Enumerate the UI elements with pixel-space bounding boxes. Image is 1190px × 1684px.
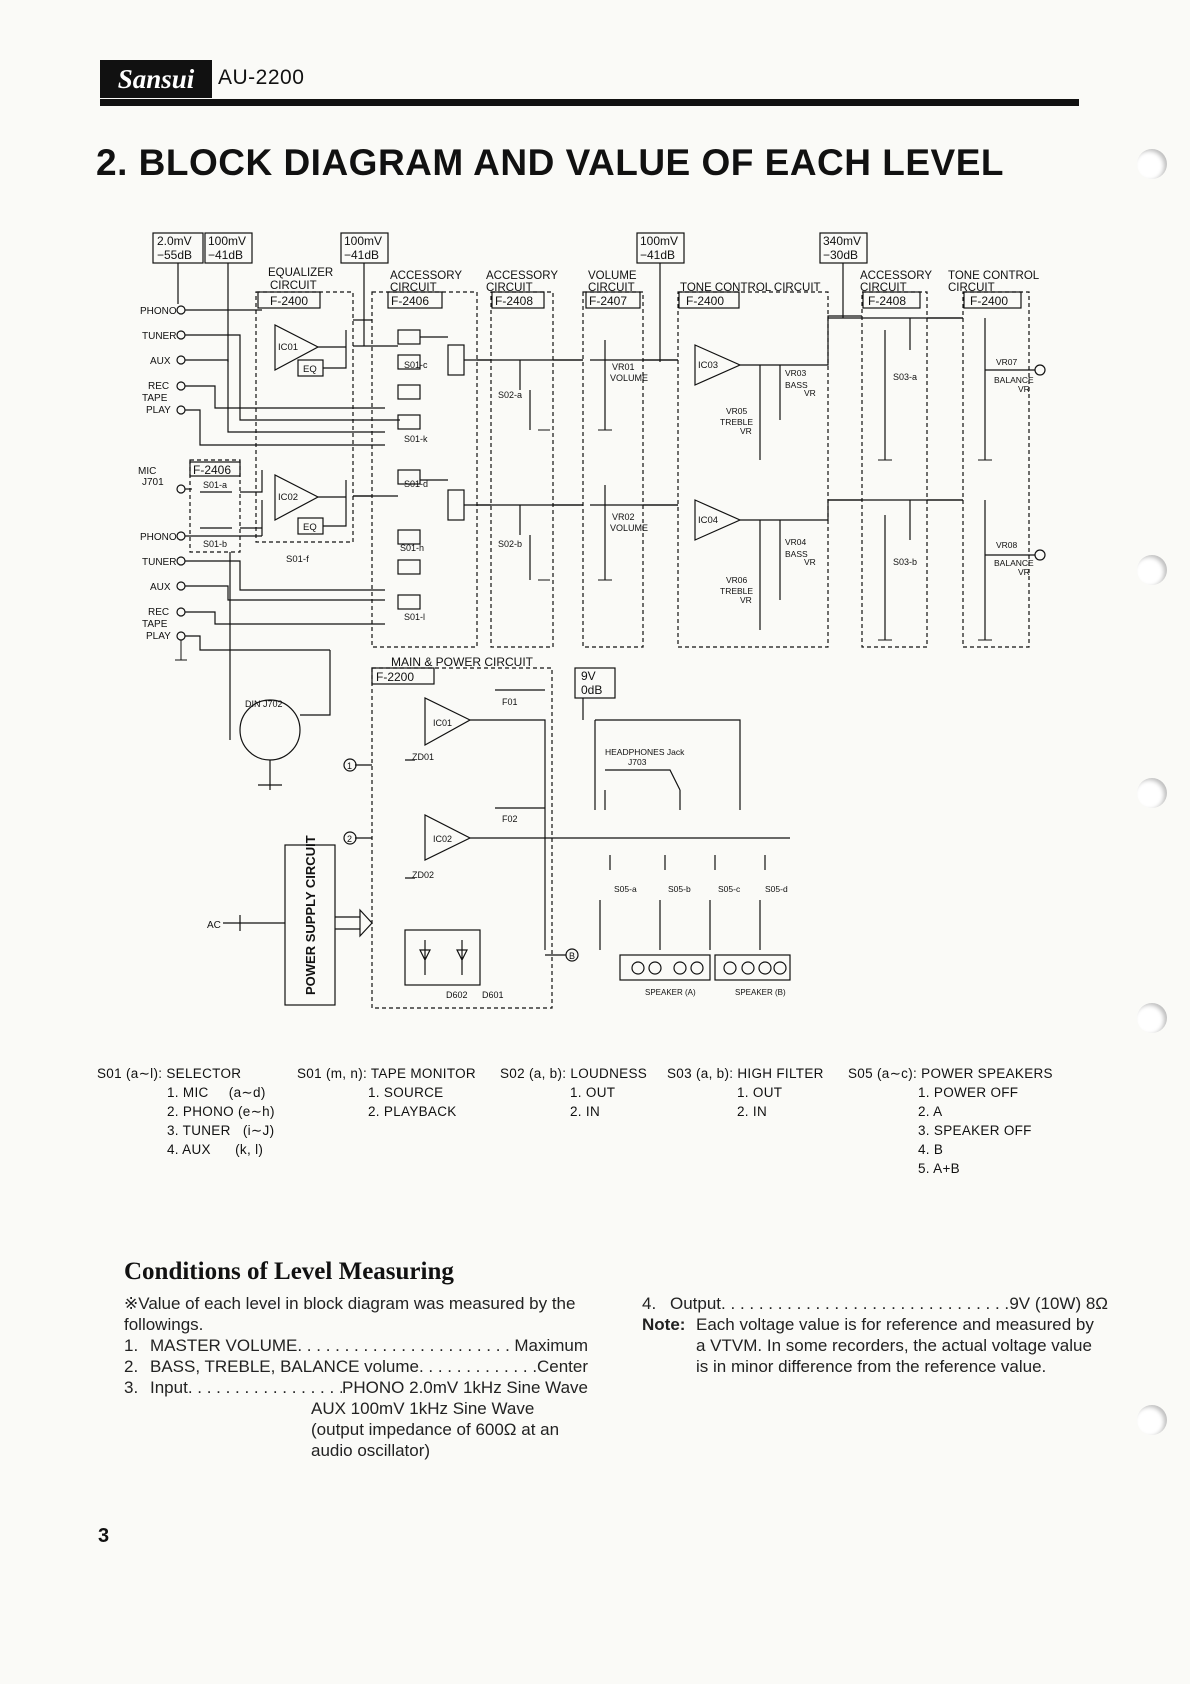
condition-label: Input <box>150 1378 188 1397</box>
legend-item: 4. B <box>918 1142 944 1157</box>
page-number: 3 <box>98 1525 110 1547</box>
mic-jack: J701 <box>142 477 164 488</box>
legend-item: 1. OUT <box>570 1085 616 1100</box>
ic-label: IC01 <box>433 718 453 728</box>
legend-item: 1. OUT <box>737 1085 783 1100</box>
block-code: F-2408 <box>868 294 907 308</box>
input-label: PHONO <box>140 532 177 543</box>
legend-head: S01 (m, n): TAPE MONITOR <box>297 1066 476 1081</box>
fuse-label: F02 <box>502 814 518 824</box>
note-row <box>642 1314 1108 1377</box>
switch-label: S05-a <box>614 884 637 894</box>
level-box <box>820 233 867 263</box>
diode-label: ZD01 <box>412 752 435 762</box>
legend-item: 2. PHONO (e∼h) <box>167 1104 275 1119</box>
switch-label: S05-b <box>668 884 691 894</box>
legend-item: 3. SPEAKER OFF <box>918 1123 1032 1138</box>
block-name: CIRCUIT <box>948 282 995 294</box>
note-text: Each voltage value is for reference and measured by a VTVM. In some recorders, the actual voltage value is in minor difference from the reference value. <box>696 1315 1094 1376</box>
legend-item: 2. PLAYBACK <box>368 1104 457 1119</box>
vr-label: VOLUME <box>610 523 649 533</box>
vr-label: VR04 <box>785 537 807 547</box>
vr-label: VR01 <box>612 362 635 372</box>
svg-text:100mV: 100mV <box>640 234 679 248</box>
switch-label: S03-a <box>893 372 918 382</box>
block-name: CIRCUIT <box>270 280 317 292</box>
headphones-jack-label: J703 <box>628 757 647 767</box>
input-label: PLAY <box>146 631 171 642</box>
legend-high-filter <box>667 1064 824 1121</box>
svg-text:B: B <box>569 951 576 961</box>
svg-text:−41dB: −41dB <box>208 248 244 262</box>
svg-text:9V: 9V <box>581 669 596 683</box>
vr-label: BALANCE <box>994 375 1034 385</box>
block-name: VOLUME <box>588 270 637 282</box>
block-code: F-2400 <box>970 294 1009 308</box>
input-label: TUNER <box>142 557 177 568</box>
block-name: TONE CONTROL CIRCUIT <box>680 282 821 294</box>
legend-item: 2. A <box>918 1104 943 1119</box>
legend-head: S05 (a∼c): POWER SPEAKERS <box>848 1066 1053 1081</box>
condition-row: 4. Output . . . 9V (10W) 8Ω <box>642 1293 1108 1314</box>
punch-hole <box>1137 1405 1167 1435</box>
switch-label: S01-f <box>286 554 309 565</box>
block-name: ACCESSORY <box>860 270 933 282</box>
condition-value: 9V (10W) 8Ω <box>1009 1294 1108 1313</box>
speaker-label: SPEAKER (B) <box>735 988 786 997</box>
condition-label: BASS, TREBLE, BALANCE volume <box>150 1357 419 1376</box>
main-block-name: MAIN & POWER CIRCUIT <box>391 655 534 669</box>
vr-label: VR02 <box>612 512 635 522</box>
input-label: TUNER <box>142 331 177 342</box>
switch-label: S01-c <box>404 360 428 370</box>
speaker-label: SPEAKER (A) <box>645 988 696 997</box>
legend-item: 3. TUNER (i∼J) <box>167 1123 275 1138</box>
legend-item: 4. AUX (k, l) <box>167 1142 264 1157</box>
ic-label: IC01 <box>278 342 299 353</box>
diode-label: D602 <box>446 990 468 1000</box>
block-code: F-2400 <box>270 294 309 308</box>
legend-item: 2. IN <box>737 1104 768 1119</box>
ic-label: IC02 <box>278 492 299 503</box>
block-name: ACCESSORY <box>486 270 559 282</box>
vr-label: VR <box>1018 384 1030 394</box>
input-label: TAPE <box>142 619 168 630</box>
mic-label: MIC <box>138 466 157 477</box>
fuse-label: F01 <box>502 697 518 707</box>
svg-text:100mV: 100mV <box>208 234 247 248</box>
switch-label: S02-b <box>498 539 523 549</box>
legend-selector <box>97 1064 275 1159</box>
block-name: CIRCUIT <box>860 282 907 294</box>
level-box <box>575 668 615 698</box>
vr-label: VR05 <box>726 406 748 416</box>
switch-label: S01-d <box>404 479 429 489</box>
condition-input-extra: (output impedance of 600Ω at an audio oscillator) <box>311 1420 560 1460</box>
block-code: F-2408 <box>495 294 534 308</box>
level-box <box>341 233 388 263</box>
vr-label: TREBLE <box>720 417 754 427</box>
input-label: TAPE <box>142 393 168 404</box>
svg-text:1: 1 <box>347 761 353 771</box>
switch-label: S01-a <box>203 480 228 490</box>
vr-label: VR08 <box>996 540 1018 550</box>
vr-label: BASS <box>785 549 808 559</box>
input-label: REC <box>148 381 170 392</box>
condition-row: 2. BASS, TREBLE, BALANCE volume . . . Center <box>124 1356 588 1377</box>
svg-text:2: 2 <box>347 834 353 844</box>
condition-value: Center <box>536 1357 588 1376</box>
ic-label: IC02 <box>433 834 453 844</box>
block-code: F-2400 <box>686 294 725 308</box>
legend-item: 1. SOURCE <box>368 1085 444 1100</box>
switch-label: S01-l <box>404 612 426 622</box>
svg-text:340mV: 340mV <box>823 234 862 248</box>
block-name: CIRCUIT <box>486 282 533 294</box>
vr-label: BASS <box>785 380 808 390</box>
legend-head: S02 (a, b): LOUDNESS <box>500 1066 648 1081</box>
legend-item: 1. MIC (a∼d) <box>167 1085 266 1100</box>
switch-label: S01-k <box>404 434 428 444</box>
switch-label: S01-b <box>203 539 228 549</box>
condition-value: PHONO 2.0mV 1kHz Sine Wave <box>342 1378 588 1397</box>
eq-label: EQ <box>303 364 317 375</box>
switch-label: S02-a <box>498 390 523 400</box>
ic-label: IC04 <box>698 515 719 526</box>
vr-label: VR <box>740 595 752 605</box>
legend-power-speakers <box>848 1064 1053 1178</box>
block-code: F-2407 <box>589 294 628 308</box>
input-label: AUX <box>150 582 171 593</box>
condition-label: MASTER VOLUME <box>150 1336 298 1355</box>
headphones-label: HEADPHONES Jack <box>605 747 685 757</box>
din-label: DIN J702 <box>245 699 283 709</box>
vr-label: VR <box>740 426 752 436</box>
svg-text:−41dB: −41dB <box>344 248 380 262</box>
legend-head: S03 (a, b): HIGH FILTER <box>667 1066 824 1081</box>
main-block-code: F-2200 <box>376 670 415 684</box>
switch-label: S05-d <box>765 884 788 894</box>
svg-text:100mV: 100mV <box>344 234 383 248</box>
condition-input-extra: AUX 100mV 1kHz Sine Wave <box>311 1399 535 1418</box>
condition-value: Maximum <box>514 1336 588 1355</box>
input-label: PLAY <box>146 405 171 416</box>
block-name: EQUALIZER <box>268 267 334 279</box>
block-name: ACCESSORY <box>390 270 463 282</box>
svg-text:0dB: 0dB <box>581 683 603 697</box>
svg-text:−30dB: −30dB <box>823 248 859 262</box>
legend-loudness <box>500 1064 647 1121</box>
level-box <box>153 233 203 263</box>
svg-text:−55dB: −55dB <box>157 248 193 262</box>
legend-item: 1. POWER OFF <box>918 1085 1019 1100</box>
level-box <box>637 233 684 263</box>
eq-label: EQ <box>303 522 317 533</box>
vr-label: BALANCE <box>994 558 1034 568</box>
model-number: AU-2200 <box>218 66 305 89</box>
switch-label: S05-c <box>718 884 741 894</box>
vr-label: VOLUME <box>610 373 649 383</box>
vr-label: VR <box>804 388 816 398</box>
svg-text:2.0mV: 2.0mV <box>157 234 192 248</box>
note-label: Note: <box>642 1315 686 1334</box>
legend-head: S01 (a∼l): SELECTOR <box>97 1066 242 1081</box>
page-title: 2. BLOCK DIAGRAM AND VALUE OF EACH LEVEL <box>96 142 1005 183</box>
vr-label: VR06 <box>726 575 748 585</box>
condition-label: Output <box>670 1294 722 1313</box>
svg-text:−41dB: −41dB <box>640 248 676 262</box>
conditions-right <box>642 1293 1108 1377</box>
input-label: PHONO <box>140 306 177 317</box>
block-name: TONE CONTROL <box>948 270 1040 282</box>
block-code: F-2406 <box>391 294 430 308</box>
power-supply-label: POWER SUPPLY CIRCUIT <box>303 835 318 995</box>
level-box <box>205 233 252 263</box>
switch-label: S03-b <box>893 557 918 567</box>
diode-label: D601 <box>482 990 504 1000</box>
switch-label: S01-h <box>400 543 425 553</box>
conditions-left <box>124 1293 588 1461</box>
block-name: CIRCUIT <box>588 282 635 294</box>
legend-item: 5. A+B <box>918 1161 960 1176</box>
vr-label: VR03 <box>785 368 807 378</box>
input-label: REC <box>148 607 170 618</box>
legend-tape-monitor <box>297 1064 476 1121</box>
input-label: AUX <box>150 356 171 367</box>
vr-label: TREBLE <box>720 586 754 596</box>
conditions-intro: ※Value of each level in block diagram was measured by the followings. <box>124 1294 576 1334</box>
vr-label: VR07 <box>996 357 1018 367</box>
mic-block-code: F-2406 <box>193 463 232 477</box>
legend-item: 2. IN <box>570 1104 601 1119</box>
block-name: CIRCUIT <box>390 282 437 294</box>
condition-row: 3. Input . . . PHONO 2.0mV 1kHz Sine Wave <box>124 1377 588 1398</box>
ic-label: IC03 <box>698 360 719 371</box>
vr-label: VR <box>1018 567 1030 577</box>
vr-label: VR <box>804 557 816 567</box>
sansui-logo: Sansui <box>100 60 212 98</box>
diode-label: ZD02 <box>412 870 435 880</box>
conditions-title: Conditions of Level Measuring <box>124 1258 454 1285</box>
condition-row: 1. MASTER VOLUME . . . Maximum <box>124 1335 588 1356</box>
ac-label: AC <box>207 920 221 931</box>
